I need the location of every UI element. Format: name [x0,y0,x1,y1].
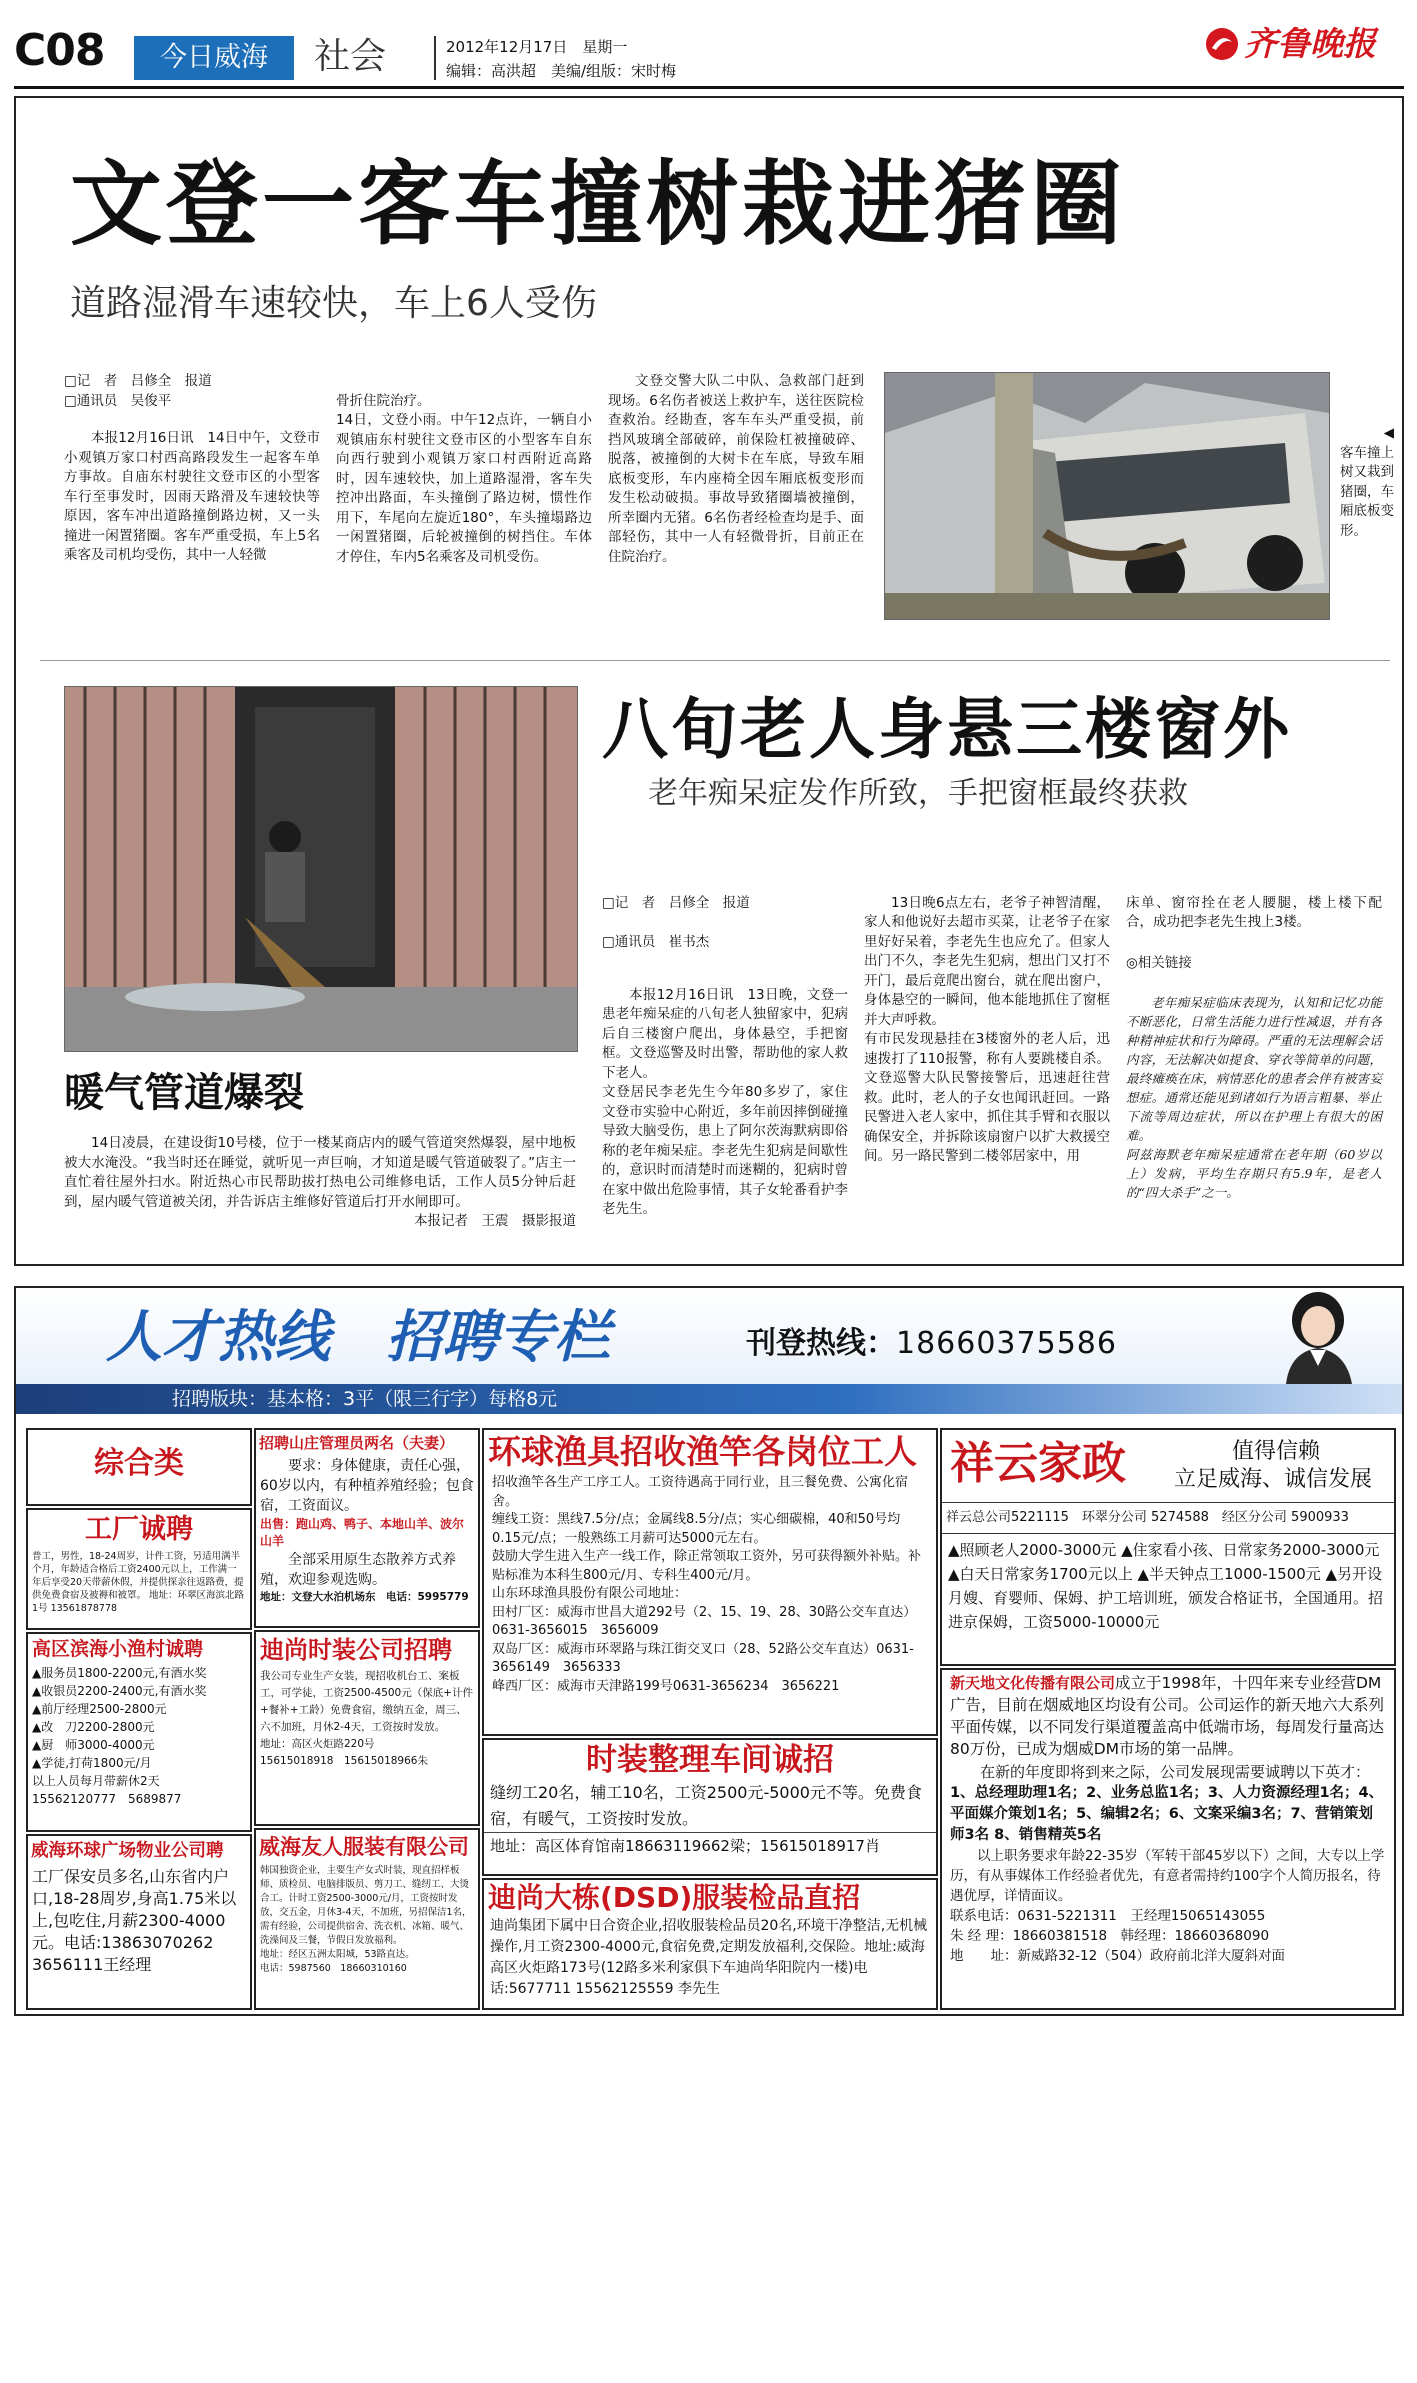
ad-dishang-title: 迪尚时装公司招聘 [260,1636,452,1664]
header-rule [14,86,1404,89]
ad-xintiandi-title: 新天地文化传播有限公司 [950,1674,1116,1692]
story2-subhead: 老年痴呆症发作所致，手把窗框最终获救 [648,776,1188,811]
ad-binhai-text: ▲服务员1800-2200元,有酒水奖 ▲收银员2200-2400元,有酒水奖 ▲前厅经理2500-2800元 ▲改 刀2200-2800元 ▲厨 师3000-4000元 ▲学徒,打荷1800元/月 以上人员每月带薪休2天 15562120777 5689877 [32,1666,207,1806]
ad-huanqiu-title: 威海环球广场物业公司聘 [31,1841,224,1861]
related-link-text: 老年痴呆症临床表现为，认知和记忆功能不断恶化，日常生活能力进行性减退，并有各种精神症状和行为障碍。严重的无法理解会话内容，无法解决如提食、穿衣等简单的问题，最终瘫痪在床，病情恶化的患者会伴有被害妄想症。通常还能见到诸如行为语言粗暴、举止下流等周边症状，所以在护理上有很大的困难。 阿兹海默老年痴呆症通常在老年期（60岁以上）发病，平均生存期只有5.9年，是老人的“四大杀手”之一。 [1126,995,1382,1200]
ad-fishing-tackle [482,1428,938,1736]
story3-headline: 暖气管道爆裂 [64,1070,304,1116]
ad-huanqiu-property [26,1834,252,2010]
ad-xiangyun-slogan1: 值得信赖 [1232,1439,1321,1464]
story2-col1 [602,874,848,1239]
masthead-logo [1204,22,1404,72]
ad-dsd-title: 迪尚大栋(DSD)服装检品直招 [488,1881,861,1914]
story3-text: 14日凌晨，在建设街10号楼，位于一楼某商店内的暖气管道突然爆裂，屋中地板被大水淹没。“我当时还在睡觉，就听见一声巨响，才知道是暖气管道破裂了。”店主一直忙着往屋外扫水。附近热心市民帮助拔打热电公司维修电话，工作人员5分钟后赶到，屋内暖气管道被关闭，并告诉店主维修好管道后打开水闸即可。 [64,1135,576,1210]
ad-xiangyun-title: 祥云家政 [950,1438,1126,1489]
ad-dishang-text: 我公司专业生产女装，现招收机台工、案板工，可学徒，工资2500-4500元（保底+计件+餐补+工龄）免费食宿，缴纳五金，周三、六不加班，月休2-4天，工资按时发放。 地址：高区火炬路220号 15615018918 15615018966朱 [260,1670,474,1767]
category-general-label: 综合类 [94,1446,184,1481]
recruit-banner-title: 人才热线 招聘专栏 [106,1305,610,1370]
recruit-banner [16,1288,1402,1384]
story2-headline: 八旬老人身悬三楼窗外 [602,691,1292,768]
ad-dsd-inspection [482,1878,938,2010]
ad-factory-title: 工厂诚聘 [85,1514,193,1545]
story1-byline2: □通讯员 吴俊平 [64,392,172,409]
story1-col1 [64,372,320,566]
story2-col2-text: 13日晚6点左右，老爷子神智清醒，家人和他说好去超市买菜，让老爷子在家里好好呆着，李老先生也应允了。但家人出门不久，李老先生犯病，想出门又打不开门，最后竟爬出窗台，就在爬出窗户，身体悬空的一瞬间，他本能地抓住了窗框并大声呼救。 有市民发现悬挂在3楼窗外的老人后，迅速拨打了110报警，称有人要跳楼自杀。文登巡警大队民警接警后，迅速赶往营救。此时，老人的子女也闻讯赶回。一路民警进入老人家中，抓住其手臂和衣服以确保安全，并拆除该扇窗户以扩大救援空间。另一路民警到二楼邻居家中，用 [864,894,1110,1164]
ad-binhai [26,1632,252,1832]
ad-villa-title: 招聘山庄管理员两名（夫妻） [259,1434,455,1452]
recruit-format-bar [16,1384,1402,1414]
ad-binhai-title: 高区滨海小渔村诚聘 [32,1638,204,1660]
ad-villa-addr: 地址：文登大水泊机场东 电话：5995779 [260,1591,469,1603]
ad-category-general [26,1428,252,1506]
ad-finishing-title: 时装整理车间诚招 [586,1742,834,1778]
ad-xintiandi-req: 以上职务要求年龄22-35岁（军转干部45岁以下）之间，大专以上学历，有从事媒体工作经验者优先，有意者需持约100字个人简历报名，待遇优厚，详情面议。 [950,1848,1385,1904]
story1-subhead: 道路湿滑车速较快，车上6人受伤 [70,283,597,324]
page-number: C08 [14,25,105,76]
heating-pipe-photo [64,686,578,1052]
story1-col2-text: 骨折住院治疗。 14日，文登小雨。中午12点许，一辆自小观镇庙东村驶往文登市区的小型客车自东向西行驶到小观镇万家口村西附近高路时，因车速较快，加上道路湿滑，客车失控冲出路面，车头撞倒了路边树，惯性作用下，车尾向左旋近180°，车头撞塌路边一闲置猪圈，后轮被撞倒的树挡住。车体才停住，车内5名乘客及司机受伤。 [336,392,592,565]
bus-photo-caption [1340,424,1394,541]
masthead-title: 齐鲁晚报 [1244,24,1376,63]
ad-factory [26,1508,252,1630]
ad-xiangyun-text: ▲照顾老人2000-3000元 ▲住家看小孩、日常家务2000-3000元 ▲白天日常家务1700元以上 ▲半天钟点工1000-1500元 ▲另开设月嫂、育婴师、保姆、护工培训班，颁发合格证书，全国通用。招进京保姆，工资5000-10000元 [948,1541,1384,1631]
bus-caption-text: 客车撞上树又栽到猪圈，车厢底板变形。 [1340,444,1394,539]
receptionist-illustration-icon [1256,1290,1386,1384]
ad-dishang-fashion [254,1630,480,1826]
ad-factory-text: 普工，男性，18-24周岁，计件工资，另适用满半个月，年龄适合格后工资2400元以上，工作满一年后享受20天带薪休假，并提供探亲往返路费，提供免费食宿及被褥和被罩。 地址：环翠区海滨北路1号 13561878778 [32,1551,245,1614]
ad-xintiandi-jobs: 1、总经理助理1名；2、业务总监1名；3、人力资源经理1名；4、平面媒介策划1名；5、编辑2名；6、文案采编3名；7、营销策划师3名 8、销售精英5名 [950,1785,1384,1843]
ad-xintiandi-contact: 联系电话：0631-5221311 王经理15065143055 朱 经 理：18660381518 韩经理：18660368090 地 址：新威路32-12（504）政府前北洋大厦斜对面 [950,1908,1285,1964]
story1-byline1: □记 者 吕修全 报道 [64,373,212,389]
ad-youren-text: 韩国独资企业，主要生产女式时装，现直招样板师、质检员、电脑排版员、剪刀工、缝纫工、大烫合工。计时工资2500-3000元/月，工资按时发放，交五金，月休3-4天，不加班，另招保洁1名，需有经验，公司提供宿舍、洗衣机、冰箱、暖气、洗澡间及三餐，节假日发放福利。 地址：经区五洲太阳城，53路直达。 电话：5987560 18660310160 [260,1865,472,1974]
story2-col3-text: 床单、窗帘拴在老人腰腿，楼上楼下配合，成功把李老先生拽上3楼。 [1126,894,1382,930]
ad-finishing-workshop [482,1738,938,1876]
related-link-title: ◎相关链接 [1126,955,1192,971]
recruit-format-text: 招聘版块：基本格：3平（限三行字）每格8元 [172,1388,558,1410]
ad-xiangyun-branches: 祥云总公司5221115 环翠分公司 5274588 经区分公司 5900933 [942,1502,1394,1534]
ad-youren-title: 威海友人服装有限公司 [259,1835,469,1859]
story1-headline: 文登一客车撞树栽进猪圈 [70,151,1127,258]
ad-fishing-title: 环球渔具招收渔竿各岗位工人 [488,1432,917,1471]
ad-villa-sale: 出售：跑山鸡、鸭子、本地山羊、波尔山羊 [260,1517,465,1548]
hotline-label: 刊登热线： [746,1326,896,1361]
hotline-number: 18660375586 [896,1326,1117,1361]
story1-col3 [608,372,864,567]
ad-fishing-text: 招收渔竿各生产工序工人。工资待遇高于同行业，且三餐免费、公寓化宿舍。 缠线工资：黑线7.5分/点；金属线8.5分/点；实心细碳棉，40和50号均0.15元/点；一般熟练工月薪可达5000元左右。 鼓励大学生进入生产一线工作，除正常领取工资外，另可获得额外补贴。补贴标准为本科生800元/月、专科生400元/月。 山东环球渔具股份有限公司地址： 田村厂区：威海市世昌大道292号（2、15、19、28、30路公交车直达）0631-3656015 3656009 双岛厂区：威海市环翠路与珠江街交叉口（28、52路公交车直达）0631-3656149 3656333 峰西厂区：威海市天津路199号0631-3656234 3656221 [492,1475,922,1694]
ad-villa-text: 要求：身体健康，责任心强，60岁以内，有种植养殖经验；包食宿，工资面议。 [260,1458,474,1514]
ad-finishing-text: 缝纫工20名，辅工10名，工资2500元-5000元不等。免费食宿，有暖气，工资按时发放。 [490,1783,922,1828]
category-label: 社会 [314,36,387,77]
header-bar [14,22,1404,84]
ad-xiangyun-slogan2: 立足威海、诚信发展 [1174,1467,1373,1492]
issue-date: 2012年12月17日 星期一 [446,38,628,56]
ad-xintiandi-intro-wrap [942,1670,1394,1762]
story-divider-1 [40,660,1390,661]
story1-col2 [336,372,592,587]
ad-dsd-text: 迪尚集团下属中日合资企业,招收服装检品员20名,环境干净整洁,无机械操作,月工资2300-4000元,食宿免费,定期发放福利,交保险。地址:威海高区火炬路173号(12路多米利家俱下车迪尚华阳院内一楼)电话:5677711 15562125559 李先生 [490,1918,928,1997]
ad-xintiandi-intro: 成立于1998年，十四年来专业经营DM广告，目前在烟威地区均设有公司。公司运作的新天地六大系列平面传媒，以不同发行渠道覆盖高中低端市场，每周发行量高达80万份，已成为烟威DM市场的第一品牌。 [950,1674,1385,1758]
ad-finishing-addr: 地址：高区体育馆南18663119662梁；15615018917肖 [484,1832,936,1859]
story2-col3 [1126,874,1382,1222]
bus-crash-photo [884,372,1330,620]
ad-xintiandi-lead: 在新的年度即将到来之际，公司发展现需要诚聘以下英才： [980,1763,1371,1781]
story1-col3-text: 文登交警大队二中队、急救部门赶到现场。6名伤者被送上救护车，送往医院检查救治。经勘查，客车车头严重受损，前挡风玻璃全部破碎，前保险杠被撞破碎、脱落，被撞倒的大树卡在车底，导致车厢底板变形，车内座椅全因车厢底板变形而发生松动破损。事故导致猪圈墙被撞倒，所幸圈内无猪。6名伤者经检查均是手、面部轻伤，其中一人有轻微骨折，目前正在住院治疗。 [608,373,864,565]
story1-col1-text: 本报12月16日讯 14日中午，文登市小观镇万家口村西高路段发生一起客车单方事故。自庙东村驶往文登市区的小型客车行至事发时，因雨天路滑及车速较快等原因，客车冲出道路撞倒路边树，又一头撞进一闲置猪圈。客车严重受损，车上5名乘客及司机均受伤，其中一人轻微 [64,430,320,563]
ad-villa-more: 全部采用原生态散养方式养殖，欢迎参观选购。 [260,1552,456,1588]
story2-col1-text: 本报12月16日讯 13日晚，文登一患老年痴呆症的八旬老人独留家中，犯病后自三楼窗户爬出，身体悬空，手把窗框。文登巡警及时出警，帮助他的家人救下老人。 文登居民李老先生今年80多岁了，家住文登市实验中心附近，多年前因摔倒碰撞导致大脑受伤，患上了阿尔茨海默病即俗称的老年痴呆症。李老先生犯病是间歇性的，意识时而清楚时而迷糊的，犯病时曾在家中做出危险事情，其子女轮番看护李老先生。 [602,986,848,1217]
ad-villa-manager [254,1428,480,1628]
ad-huanqiu-text: 工厂保安员多名,山东省内户口,18-28周岁,身高1.75米以上,包吃住,月薪2300-4000元。电话:13863070262 3656111王经理 [32,1867,237,1974]
story2-byline1: □记 者 吕修全 报道 [602,894,750,911]
ad-xintiandi-media [940,1668,1396,2010]
story2-col2 [864,874,1110,1186]
editor-credits: 编辑：高洪超 美编/组版：宋时梅 [446,62,677,80]
story3-body [64,1134,576,1232]
story2-byline2: □通讯员 崔书杰 [602,933,710,950]
caption-arrow-icon: ◀ [1383,425,1394,441]
ad-youren-garment [254,1828,480,2010]
story3-credit: 本报记者 王震 摄影报道 [414,1213,576,1229]
section-tab: 今日威海 [134,36,294,80]
masthead-emblem-icon [1204,26,1240,62]
divider-line [434,36,436,80]
ad-xiangyun-housekeeping [940,1428,1396,1666]
